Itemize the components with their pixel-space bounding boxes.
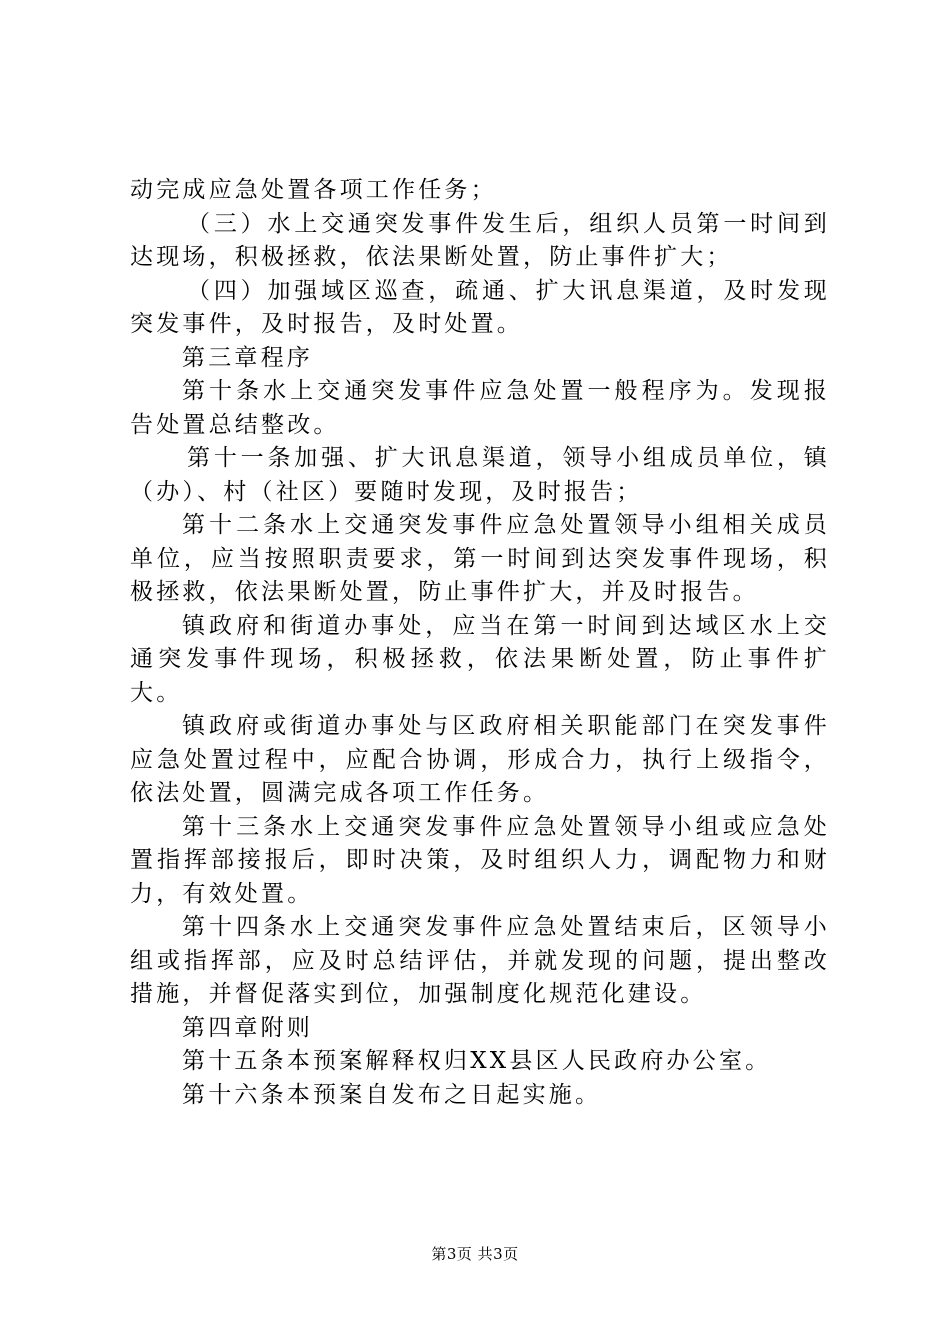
- paragraph-town-government: 镇政府和街道办事处，应当在第一时间到达域区水上交通突发事件现场，积极拯救，依法果断处置，防止事件扩大。: [130, 612, 830, 706]
- article-13: 第十三条水上交通突发事件应急处置领导小组或应急处置指挥部接报后，即时决策，及时组织人力，调配物力和财力，有效处置。: [130, 813, 830, 907]
- article-12: 第十二条水上交通突发事件应急处置领导小组相关成员单位，应当按照职责要求，第一时间到达突发事件现场，积极拯救，依法果断处置，防止事件扩大，并及时报告。: [130, 512, 830, 605]
- paragraph-coordination: 镇政府或街道办事处与区政府相关职能部门在突发事件应急处置过程中，应配合协调，形成合力，执行上级指令，依法处置，圆满完成各项工作任务。: [130, 713, 830, 806]
- paragraph-item-3: （三）水上交通突发事件发生后，组织人员第一时间到达现场，积极拯救，依法果断处置，防止事件扩大；: [130, 210, 830, 270]
- paragraph-item-4: （四）加强域区巡查，疏通、扩大讯息渠道，及时发现突发事件，及时报告，及时处置。: [130, 277, 830, 337]
- article-15: 第十五条本预案解释权归XX县区人民政府办公室。: [182, 1048, 772, 1074]
- document-body: [130, 174, 830, 1112]
- chapter-heading-4: 第四章附则: [182, 1014, 313, 1041]
- article-11: 第十一条加强、扩大讯息渠道，领导小组成员单位，镇（办）、村（社区）要随时发现，及时报告；: [130, 445, 830, 505]
- article-16: 第十六条本预案自发布之日起实施。: [182, 1081, 602, 1108]
- article-14: 第十四条水上交通突发事件应急处置结束后，区领导小组或指挥部，应及时总结评估，并就发现的问题，提出整改措施，并督促落实到位，加强制度化规范化建设。: [130, 914, 830, 1007]
- page-number-footer: 第3页 共3页: [431, 1245, 519, 1263]
- article-10: 第十条水上交通突发事件应急处置一般程序为。发现报告处置总结整改。: [130, 378, 830, 438]
- chapter-heading-3: 第三章程序: [182, 344, 313, 371]
- paragraph-continuation: 动完成应急处置各项工作任务；: [130, 177, 497, 203]
